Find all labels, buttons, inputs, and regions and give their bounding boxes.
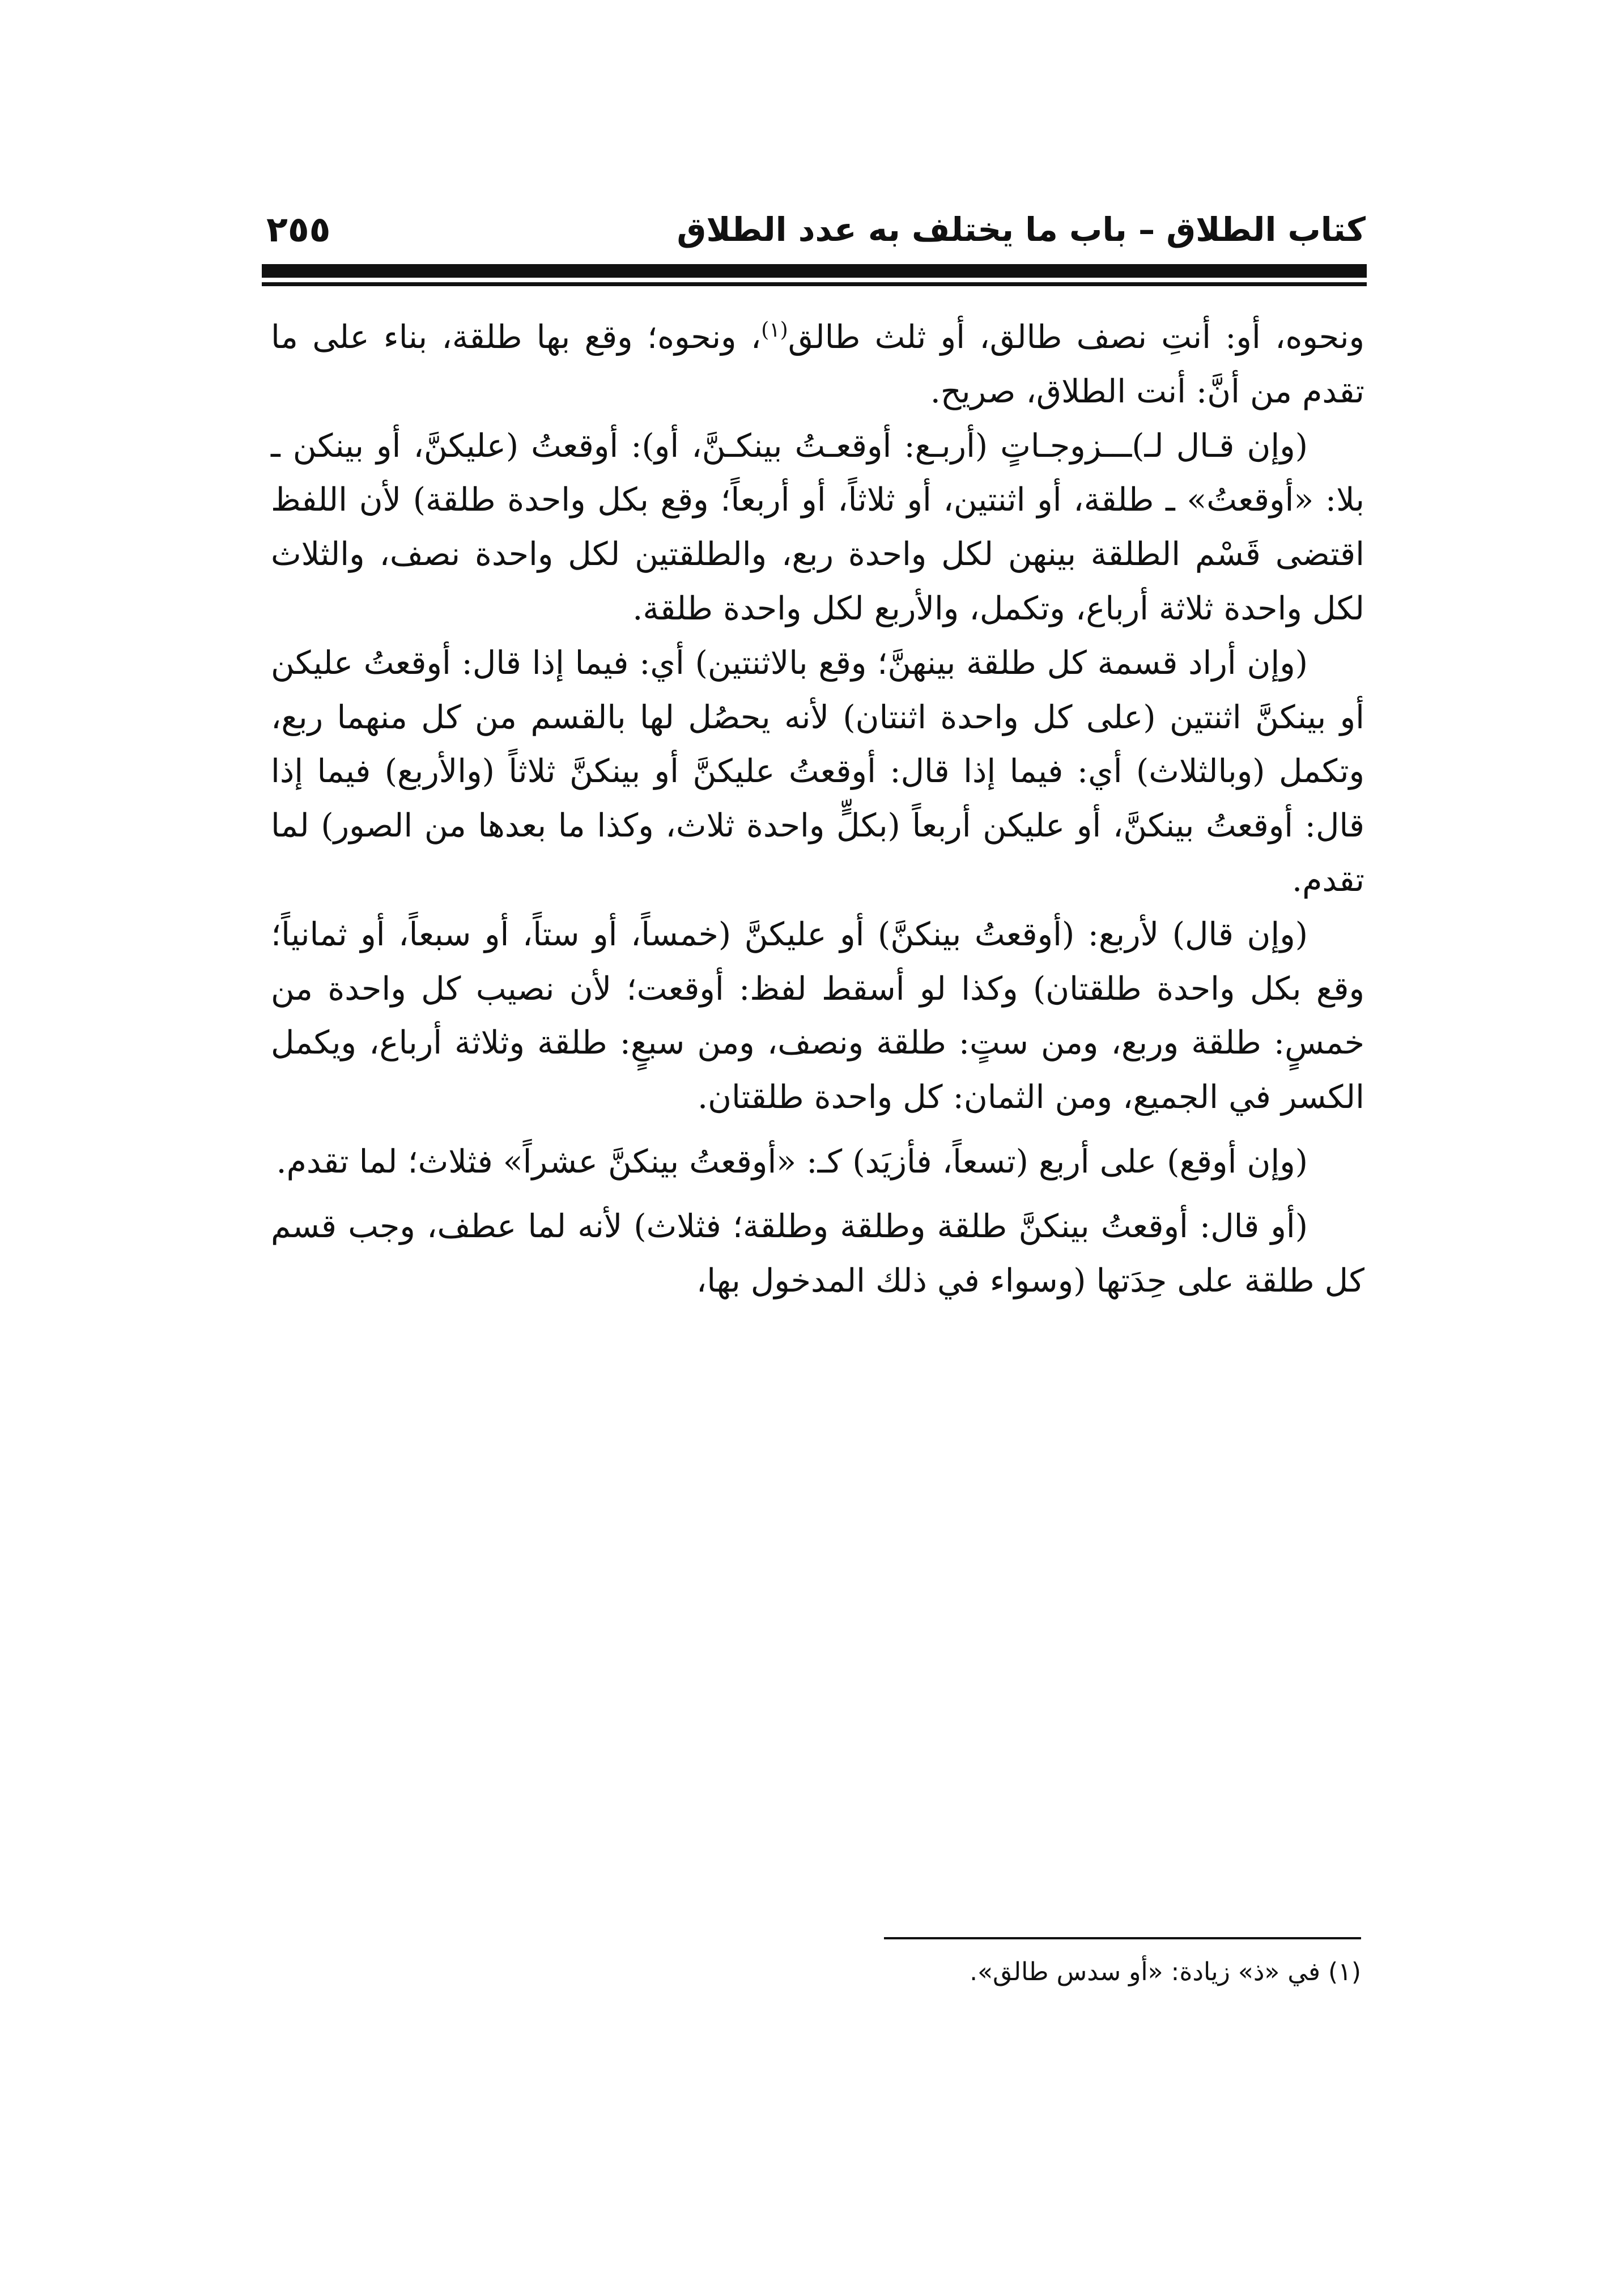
paragraph: (وإن قـال لـ)ـــزوجـاتٍ (أربـع: أوقعـتُ بينكـنَّ، أو): أوقعتُ (عليكنَّ، أو بينكن ـ بلا: «أوقعتُ» ـ طلقة، أو اثنتين، أو ثلاثاً، أو أربعاً؛ وقع بكل واحدة طلقة) لأن اللفظ اقتضى قَسْم الطلقة بينهن لكل واحدة ربع، والطلقتين لكل واحدة نصف، والثلاث لكل واحدة ثلاثة أرباع، وتكمل، والأربع لكل واحدة طلقة.: [271, 427, 1364, 627]
main-text: [271, 311, 1364, 1308]
footnote-separator: [884, 1937, 1361, 1939]
paragraph: (وإن قال) لأربع: (أوقعتُ بينكنَّ) أو عليكنَّ (خمساً، أو ستاً، أو سبعاً، أو ثمانياً؛ وقع بكل واحدة طلقتان) وكذا لو أسقط لفظ: أوقعت؛ لأن نصيب كل واحدة من خمسٍ: طلقة وربع، ومن ستٍ: طلقة ونصف، ومن سبعٍ: طلقة وثلاثة أرباع، ويكمل الكسر في الجميع، ومن الثمان: كل واحدة طلقتان.: [271, 915, 1364, 1116]
paragraph: (أو قال: أوقعتُ بينكنَّ طلقة وطلقة وطلقة؛ فثلاث) لأنه لما عطف، وجب قسم كل طلقة على حِدَتها (وسواء في ذلك المدخول بها،: [271, 1207, 1364, 1300]
footnote-marker: (١): [761, 319, 788, 342]
chapter-title: كتاب الطلاق – باب ما يختلف به عدد الطلاق: [677, 210, 1366, 249]
text-run: ونحوه، أو: أنتِ نصف طالق، أو ثلث طالق: [788, 319, 1364, 356]
paragraph: (وإن أراد قسمة كل طلقة بينهنَّ؛ وقع بالاثنتين) أي: فيما إذا قال: أوقعتُ عليكن أو بينكنَّ اثنتين (على كل واحدة اثنتان) لأنه يحصُل لها بالقسم من كل منهما ربع، وتكمل (وبالثلاث) أي: فيما إذا قال: أوقعتُ عليكنَّ أو بينكنَّ ثلاثاً (والأربع) فيما إذا قال: أوقعتُ بينكنَّ، أو عليكن أربعاً (بكلٍّ واحدة ثلاث، وكذا ما بعدها من الصور) لما تقدم.: [271, 644, 1364, 899]
header-rule-thick: [262, 264, 1367, 278]
text-run: ، ونحوه؛ وقع بها طلقة، بناء على ما تقدم من أنَّ: أنت الطلاق، صريح.: [271, 319, 1364, 410]
paragraph: [271, 311, 1364, 419]
paragraph: (وإن أوقع) على أربع (تسعاً، فأزيَد) كـ: «أوقعتُ بينكنَّ عشراً» فثلاث؛ لما تقدم.: [276, 1143, 1308, 1181]
header-rule-thin: [262, 282, 1367, 286]
footnote: (١) في «ذ» زيادة: «أو سدس طالق».: [970, 1957, 1361, 1986]
running-header: [266, 204, 1366, 255]
page-number: ٢٥٥: [266, 209, 331, 250]
